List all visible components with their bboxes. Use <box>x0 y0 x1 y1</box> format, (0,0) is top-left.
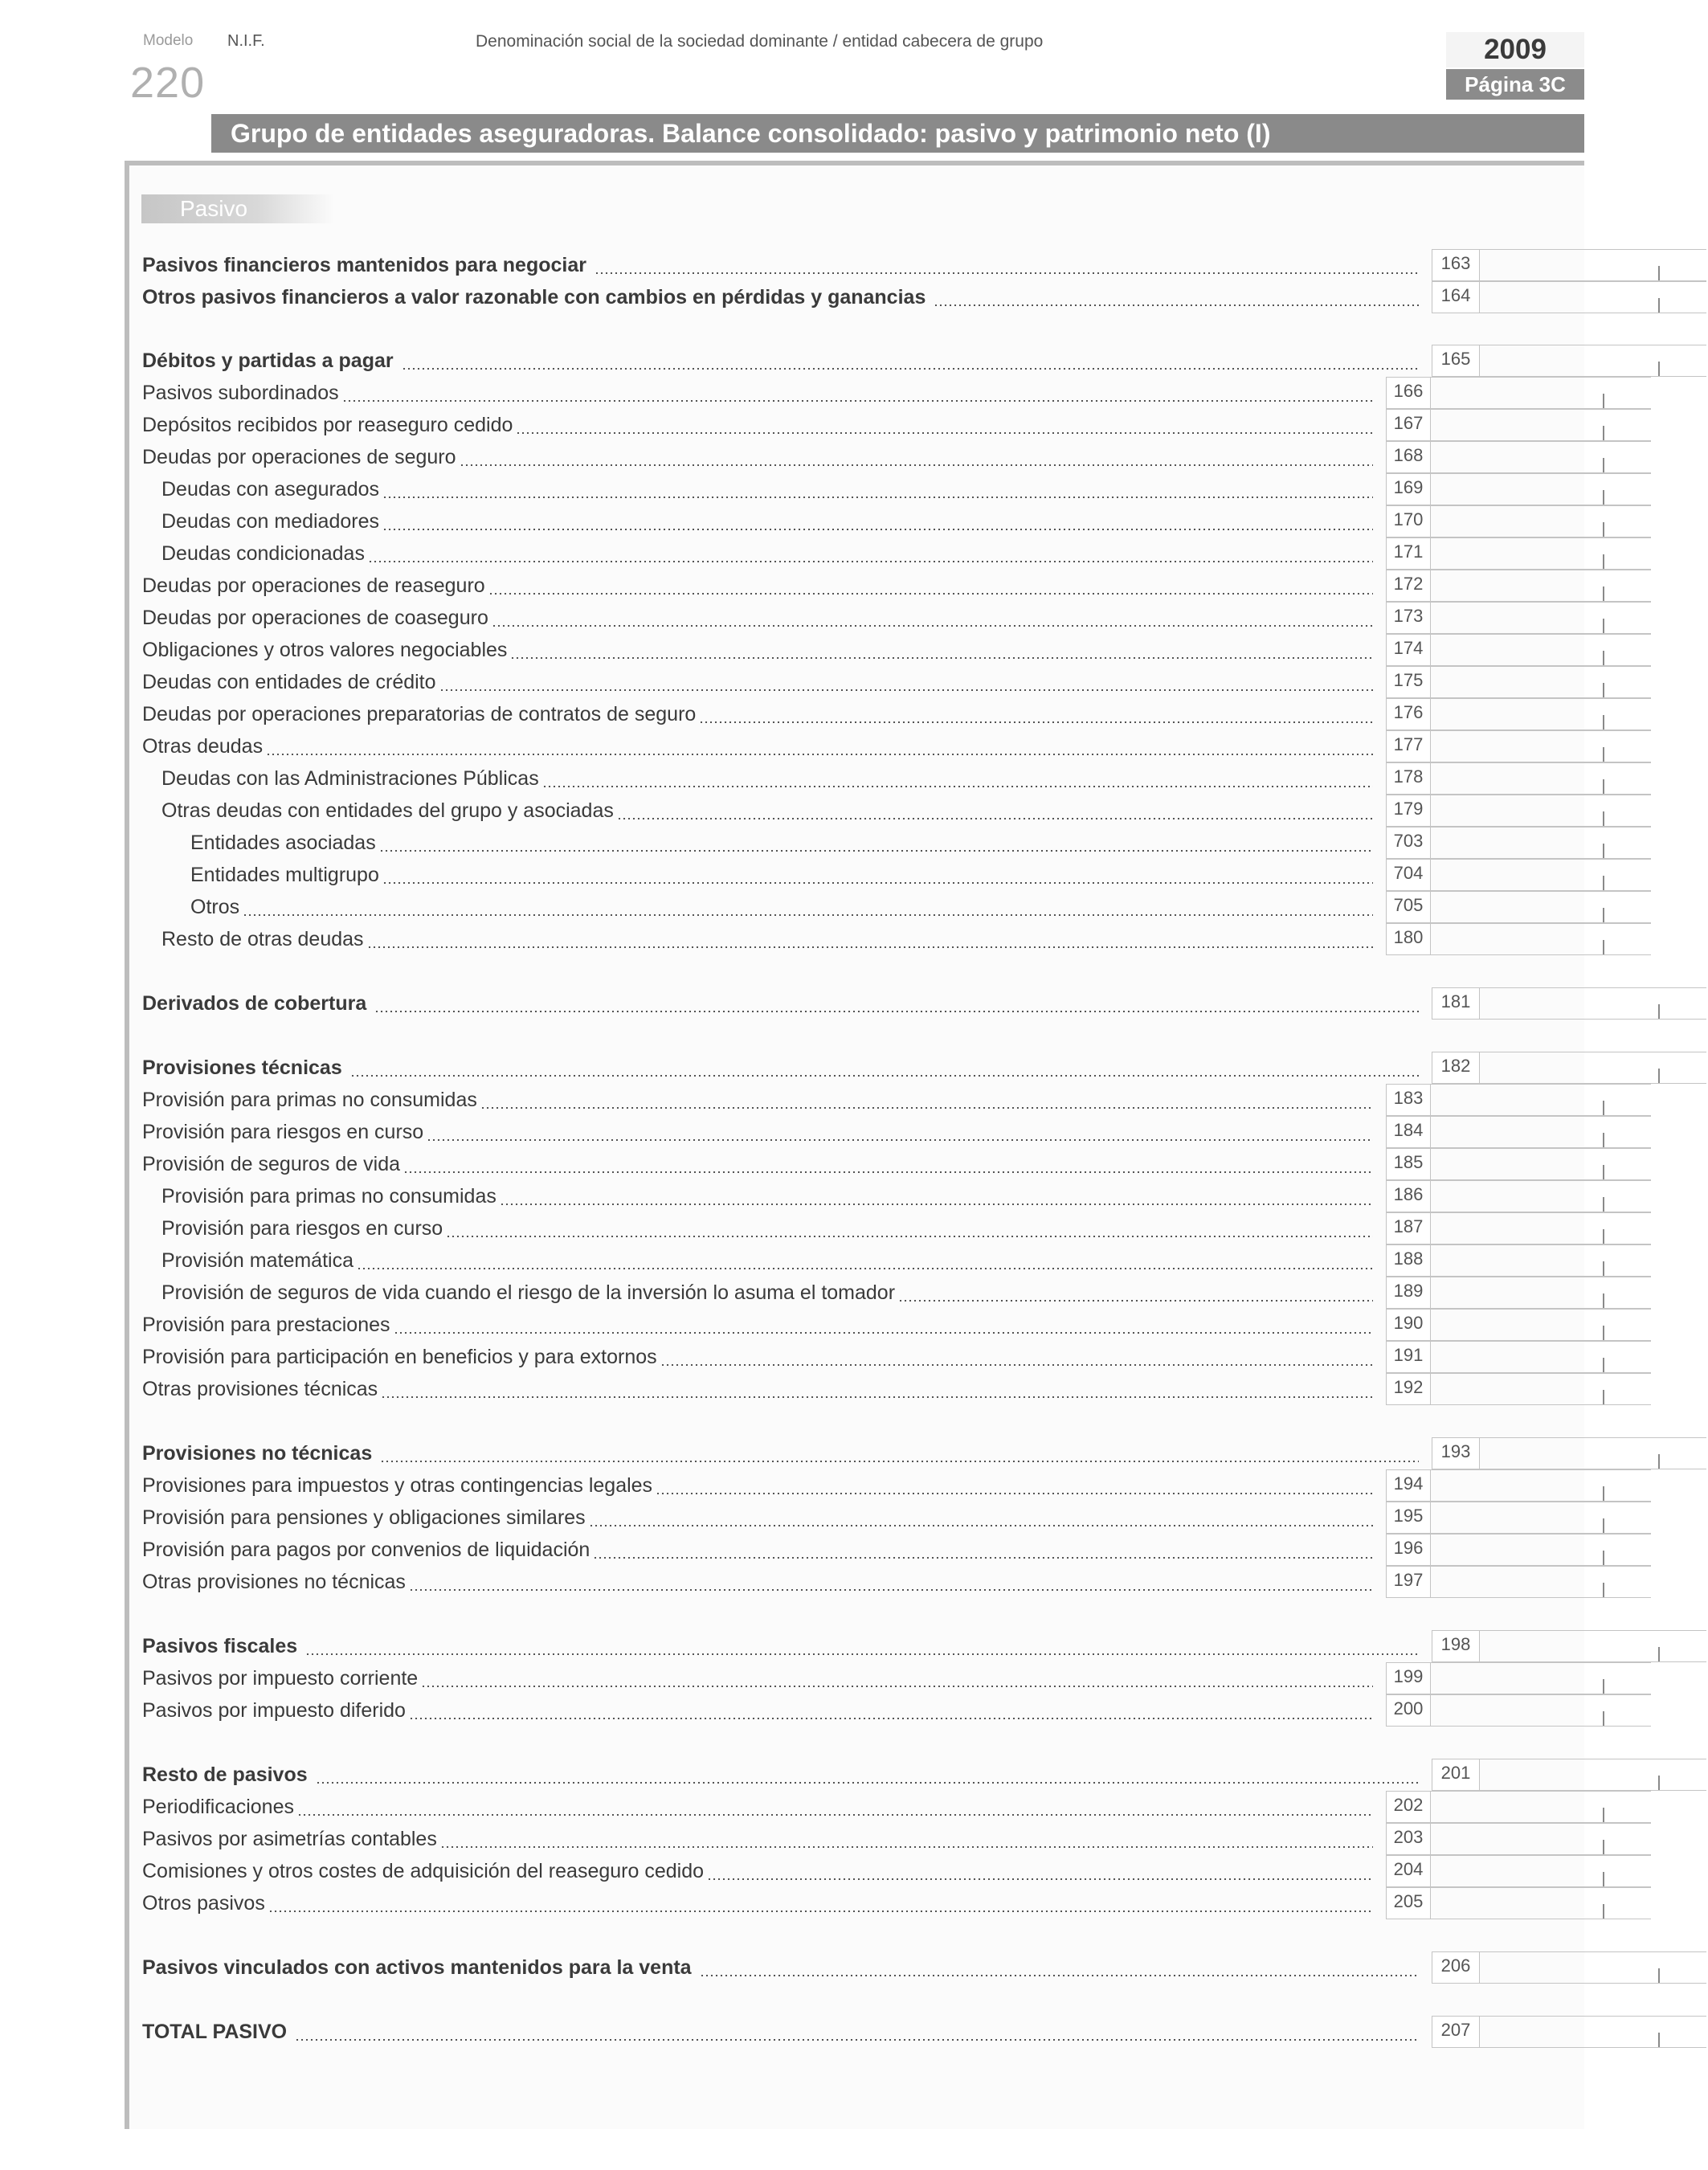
dot-leader <box>357 1268 1373 1269</box>
decimal-separator-mark <box>1603 554 1604 569</box>
box-code: 196 <box>1386 1535 1431 1565</box>
amount-field[interactable] <box>1386 666 1651 698</box>
dot-leader <box>409 1718 1373 1719</box>
decimal-separator-mark <box>1603 1904 1604 1919</box>
decimal-separator-mark <box>1603 394 1604 408</box>
box-code: 183 <box>1386 1085 1431 1115</box>
dot-leader <box>379 850 1373 852</box>
dot-leader <box>492 625 1373 627</box>
dot-leader <box>439 689 1373 691</box>
decimal-separator-mark <box>1658 1454 1660 1469</box>
box-code: 191 <box>1386 1342 1431 1372</box>
box-code: 186 <box>1386 1181 1431 1212</box>
box-code: 193 <box>1432 1438 1480 1469</box>
box-code: 180 <box>1386 924 1431 954</box>
decimal-separator-mark <box>1658 1069 1660 1083</box>
decimal-separator-mark <box>1658 298 1660 313</box>
dot-leader <box>421 1686 1373 1687</box>
row-label-text: Derivados de cobertura <box>142 992 367 1015</box>
decimal-separator-mark <box>1603 1808 1604 1822</box>
box-code: 197 <box>1386 1567 1431 1597</box>
row-label <box>142 1539 1378 1562</box>
box-code: 173 <box>1386 603 1431 633</box>
row-label-text: Depósitos recibidos por reaseguro cedido <box>142 414 513 436</box>
row-label-text: Provisión matemática <box>161 1249 353 1272</box>
section-tab-pasivo: Pasivo <box>141 194 334 223</box>
amount-field[interactable] <box>1386 1662 1651 1694</box>
decimal-separator-mark <box>1603 811 1604 826</box>
row-label <box>161 478 1378 501</box>
box-code: 189 <box>1386 1277 1431 1308</box>
decimal-separator-mark <box>1658 266 1660 280</box>
row-label-text: Pasivos fiscales <box>142 1635 298 1657</box>
row-label-text: Pasivos por impuesto corriente <box>142 1667 419 1690</box>
amount-field[interactable] <box>1386 1855 1651 1887</box>
dot-leader <box>500 1204 1373 1205</box>
row-label <box>142 992 1424 1016</box>
decimal-separator-mark <box>1603 1872 1604 1886</box>
row-label-text: Provisión para participación en beneficios y para extornos <box>142 1346 657 1368</box>
box-code: 207 <box>1432 2017 1480 2047</box>
dot-leader <box>699 721 1373 723</box>
box-code: 202 <box>1386 1792 1431 1822</box>
amount-field[interactable] <box>1386 1244 1651 1277</box>
dot-leader <box>268 1910 1373 1912</box>
row-label-text: Otras deudas con entidades del grupo y asociadas <box>161 799 614 822</box>
dot-leader <box>295 2039 1419 2041</box>
row-label-text: Provisión para pensiones y obligaciones similares <box>142 1506 586 1529</box>
row-label <box>142 639 1378 662</box>
box-code: 181 <box>1432 988 1480 1019</box>
amount-field[interactable] <box>1386 1469 1651 1502</box>
decimal-separator-mark <box>1658 1647 1660 1661</box>
box-code: 174 <box>1386 635 1431 665</box>
dot-leader <box>305 1653 1419 1655</box>
box-code: 705 <box>1386 892 1431 922</box>
row-label <box>142 1828 1378 1851</box>
amount-field[interactable] <box>1386 1116 1651 1148</box>
box-code: 179 <box>1386 795 1431 826</box>
amount-field[interactable] <box>1386 795 1651 827</box>
amount-field[interactable] <box>1386 602 1651 634</box>
dot-leader <box>297 1814 1373 1816</box>
amount-field[interactable] <box>1386 762 1651 795</box>
amount-field[interactable] <box>1432 1437 1706 1469</box>
dot-leader <box>402 368 1419 370</box>
row-label-text: Provisiones para impuestos y otras contingencias legales <box>142 1474 653 1497</box>
amount-field[interactable] <box>1386 441 1651 473</box>
row-label-text: Deudas por operaciones preparatorias de contratos de seguro <box>142 703 697 725</box>
amount-field[interactable] <box>1386 1534 1651 1566</box>
row-label <box>161 928 1378 951</box>
row-label <box>161 1281 1378 1305</box>
decimal-separator-mark <box>1603 1293 1604 1308</box>
box-code: 204 <box>1386 1856 1431 1886</box>
dot-leader <box>589 1525 1373 1526</box>
amount-field[interactable] <box>1432 345 1706 377</box>
decimal-separator-mark <box>1658 1968 1660 1983</box>
row-label <box>142 1763 1424 1787</box>
dot-leader <box>656 1493 1373 1494</box>
row-label <box>190 832 1378 855</box>
row-label <box>142 1346 1378 1369</box>
amount-field[interactable] <box>1432 1759 1706 1791</box>
box-code: 200 <box>1386 1695 1431 1726</box>
dot-leader <box>368 561 1373 562</box>
row-label-text: Pasivos financieros mantenidos para negociar <box>142 254 586 276</box>
box-code: 182 <box>1432 1052 1480 1083</box>
box-code: 172 <box>1386 570 1431 601</box>
decimal-separator-mark <box>1603 844 1604 858</box>
row-label <box>142 1089 1378 1112</box>
row-label <box>142 1442 1424 1465</box>
nif-label: N.I.F. <box>227 32 265 50</box>
dot-leader <box>381 1396 1373 1398</box>
amount-field[interactable] <box>1386 377 1651 409</box>
decimal-separator-mark <box>1603 619 1604 633</box>
row-label-text: Otras provisiones no técnicas <box>142 1571 406 1593</box>
amount-field[interactable] <box>1386 1277 1651 1309</box>
amount-field[interactable] <box>1386 827 1651 859</box>
box-code: 168 <box>1386 442 1431 472</box>
decimal-separator-mark <box>1603 1518 1604 1533</box>
dot-leader <box>660 1364 1373 1366</box>
decimal-separator-mark <box>1603 490 1604 505</box>
amount-field[interactable] <box>1386 1084 1651 1116</box>
decimal-separator-mark <box>1603 876 1604 890</box>
box-code: 177 <box>1386 731 1431 762</box>
modelo-label: Modelo <box>143 32 194 49</box>
row-label <box>142 1121 1378 1144</box>
amount-field[interactable] <box>1386 537 1651 570</box>
amount-field[interactable] <box>1432 1052 1706 1084</box>
row-label-text: Obligaciones y otros valores negociables <box>142 639 508 661</box>
dot-leader <box>516 432 1373 434</box>
box-code: 199 <box>1386 1663 1431 1694</box>
decimal-separator-mark <box>1603 1197 1604 1212</box>
row-label <box>142 1796 1378 1819</box>
page-badge: Página 3C <box>1446 69 1584 100</box>
box-code: 201 <box>1432 1759 1480 1790</box>
dot-leader <box>427 1139 1373 1141</box>
row-label-text: Provisiones técnicas <box>142 1056 342 1079</box>
box-code: 192 <box>1386 1374 1431 1404</box>
amount-field[interactable] <box>1386 1823 1651 1855</box>
decimal-separator-mark <box>1603 1840 1604 1854</box>
decimal-separator-mark <box>1603 1711 1604 1726</box>
row-label-text: Deudas por operaciones de coaseguro <box>142 607 488 629</box>
decimal-separator-mark <box>1603 1165 1604 1179</box>
row-label <box>161 1185 1378 1208</box>
decimal-separator-mark <box>1603 1229 1604 1244</box>
row-label-text: Provisión de seguros de vida cuando el riesgo de la inversión lo asuma el tomador <box>161 1281 896 1304</box>
amount-field[interactable] <box>1432 1630 1706 1662</box>
dot-leader <box>446 1236 1373 1237</box>
amount-field[interactable] <box>1386 891 1651 923</box>
amount-field[interactable] <box>1386 923 1651 955</box>
decimal-separator-mark <box>1603 458 1604 472</box>
row-label-text: Otros <box>190 896 240 918</box>
dot-leader <box>593 1557 1373 1559</box>
row-label <box>142 1892 1378 1915</box>
dot-leader <box>700 1975 1419 1976</box>
dot-leader <box>243 914 1373 916</box>
row-label <box>142 1474 1378 1498</box>
denominacion-label: Denominación social de la sociedad dominante / entidad cabecera de grupo <box>476 32 1044 51</box>
box-code: 176 <box>1386 699 1431 729</box>
row-label <box>142 1635 1424 1658</box>
box-code: 171 <box>1386 538 1431 569</box>
decimal-separator-mark <box>1603 651 1604 665</box>
box-code: 169 <box>1386 474 1431 505</box>
dot-leader <box>403 1171 1373 1173</box>
row-label <box>142 286 1424 309</box>
decimal-separator-mark <box>1603 1486 1604 1501</box>
dot-leader <box>460 464 1373 466</box>
box-code: 170 <box>1386 506 1431 537</box>
top-rule <box>125 161 1584 166</box>
box-code: 187 <box>1386 1213 1431 1244</box>
row-label <box>190 896 1378 919</box>
row-label-text: Provisión para riesgos en curso <box>142 1121 424 1143</box>
row-label-text: Otras provisiones técnicas <box>142 1378 378 1400</box>
dot-leader <box>542 786 1373 787</box>
box-code: 194 <box>1386 1470 1431 1501</box>
row-label-text: Resto de pasivos <box>142 1763 308 1786</box>
decimal-separator-mark <box>1603 1390 1604 1404</box>
decimal-separator-mark <box>1603 1583 1604 1597</box>
amount-field[interactable] <box>1432 987 1706 1020</box>
decimal-separator-mark <box>1603 940 1604 954</box>
dot-leader <box>707 1878 1373 1880</box>
row-label <box>161 510 1378 533</box>
row-label-text: Deudas con las Administraciones Públicas <box>161 767 539 790</box>
decimal-separator-mark <box>1603 683 1604 697</box>
row-label <box>142 2021 1424 2044</box>
row-label-text: Deudas con mediadores <box>161 510 379 533</box>
row-label-text: Deudas con entidades de crédito <box>142 671 436 693</box>
amount-field[interactable] <box>1432 281 1706 313</box>
row-label <box>142 735 1378 758</box>
box-code: 206 <box>1432 1952 1480 1983</box>
row-label-text: Deudas por operaciones de seguro <box>142 446 456 468</box>
dot-leader <box>382 882 1373 884</box>
row-label-text: Resto de otras deudas <box>161 928 364 950</box>
dot-leader <box>350 1075 1419 1077</box>
row-label <box>142 671 1378 694</box>
row-label-text: Provisión para primas no consumidas <box>142 1089 477 1111</box>
amount-field[interactable] <box>1386 730 1651 762</box>
row-label <box>142 1571 1378 1594</box>
amount-field[interactable] <box>1386 634 1651 666</box>
row-label <box>161 1217 1378 1240</box>
box-code: 165 <box>1432 345 1480 376</box>
amount-field[interactable] <box>1386 1791 1651 1823</box>
modelo-number: 220 <box>130 59 206 107</box>
dot-leader <box>382 497 1373 498</box>
decimal-separator-mark <box>1603 715 1604 729</box>
row-label-text: Entidades multigrupo <box>190 864 379 886</box>
row-label <box>161 542 1378 566</box>
decimal-separator-mark <box>1603 747 1604 762</box>
row-label <box>142 574 1378 598</box>
row-label <box>161 799 1378 823</box>
amount-field[interactable] <box>1386 570 1651 602</box>
row-label <box>142 1506 1378 1530</box>
decimal-separator-mark <box>1658 362 1660 376</box>
row-label <box>142 1056 1424 1080</box>
box-code: 163 <box>1432 250 1480 280</box>
row-label-text: Provisión para primas no consumidas <box>161 1185 496 1208</box>
row-label <box>142 1153 1378 1176</box>
dot-leader <box>382 529 1373 530</box>
decimal-separator-mark <box>1603 1133 1604 1147</box>
amount-field[interactable] <box>1432 1951 1706 1984</box>
decimal-separator-mark <box>1603 426 1604 440</box>
dot-leader <box>316 1782 1419 1784</box>
row-label <box>142 446 1378 469</box>
row-label-text: Deudas condicionadas <box>161 542 365 565</box>
amount-field[interactable] <box>1386 1148 1651 1180</box>
row-label <box>142 1314 1378 1337</box>
row-label <box>142 1956 1424 1980</box>
row-label <box>142 382 1378 405</box>
dot-leader <box>440 1846 1373 1848</box>
row-label-text: Entidades asociadas <box>190 832 376 854</box>
box-code: 164 <box>1432 282 1480 313</box>
box-code: 167 <box>1386 410 1431 440</box>
amount-field[interactable] <box>1386 698 1651 730</box>
row-label-text: Pasivos por asimetrías contables <box>142 1828 437 1850</box>
row-label <box>190 864 1378 887</box>
left-rule <box>125 161 129 2129</box>
dot-leader <box>342 400 1373 402</box>
amount-field[interactable] <box>1386 1566 1651 1598</box>
amount-field[interactable] <box>1386 409 1651 441</box>
box-code: 198 <box>1432 1631 1480 1661</box>
amount-field[interactable] <box>1386 1341 1651 1373</box>
decimal-separator-mark <box>1603 1101 1604 1115</box>
box-code: 184 <box>1386 1117 1431 1147</box>
row-label-text: Otras deudas <box>142 735 264 758</box>
row-label-text: Pasivos por impuesto diferido <box>142 1699 406 1722</box>
amount-field[interactable] <box>1432 2016 1706 2048</box>
decimal-separator-mark <box>1658 1004 1660 1019</box>
dot-leader <box>934 304 1419 306</box>
form-title: Grupo de entidades aseguradoras. Balance consolidado: pasivo y patrimonio neto (I) <box>211 114 1584 153</box>
row-label-text: Provisión para prestaciones <box>142 1314 390 1336</box>
decimal-separator-mark <box>1603 1358 1604 1372</box>
amount-field[interactable] <box>1432 249 1706 281</box>
row-label-text: Pasivos subordinados <box>142 382 339 404</box>
box-code: 203 <box>1386 1824 1431 1854</box>
amount-field[interactable] <box>1386 1180 1651 1212</box>
row-label-text: TOTAL PASIVO <box>142 2021 288 2043</box>
box-code: 175 <box>1386 667 1431 697</box>
dot-leader <box>617 818 1373 819</box>
box-code: 190 <box>1386 1310 1431 1340</box>
row-label-text: Otros pasivos <box>142 1892 265 1915</box>
row-label <box>142 1860 1378 1883</box>
row-label-text: Periodificaciones <box>142 1796 294 1818</box>
row-label-text: Pasivos vinculados con activos mantenidos para la venta <box>142 1956 692 1979</box>
row-label-text: Deudas por operaciones de reaseguro <box>142 574 485 597</box>
amount-field[interactable] <box>1386 1887 1651 1919</box>
decimal-separator-mark <box>1603 908 1604 922</box>
decimal-separator-mark <box>1603 522 1604 537</box>
box-code: 178 <box>1386 763 1431 794</box>
amount-field[interactable] <box>1386 1309 1651 1341</box>
row-label <box>161 767 1378 791</box>
decimal-separator-mark <box>1603 779 1604 794</box>
year-label: 2009 <box>1484 34 1547 65</box>
row-label-text: Provisión para pagos por convenios de liquidación <box>142 1539 590 1561</box>
box-code: 166 <box>1386 378 1431 408</box>
row-label <box>142 349 1424 373</box>
dot-leader <box>394 1332 1374 1334</box>
row-label <box>142 1667 1378 1690</box>
amount-field[interactable] <box>1386 859 1651 891</box>
box-code: 205 <box>1386 1888 1431 1919</box>
row-label <box>142 254 1424 277</box>
box-code: 185 <box>1386 1149 1431 1179</box>
row-label-text: Provisiones no técnicas <box>142 1442 373 1465</box>
dot-leader <box>898 1300 1373 1302</box>
row-label <box>142 607 1378 630</box>
dot-leader <box>510 657 1373 659</box>
amount-field[interactable] <box>1386 1694 1651 1727</box>
box-code: 195 <box>1386 1502 1431 1533</box>
decimal-separator-mark <box>1658 1776 1660 1790</box>
dot-leader <box>488 593 1373 595</box>
box-code: 703 <box>1386 828 1431 858</box>
row-label-text: Provisión para riesgos en curso <box>161 1217 443 1240</box>
row-label <box>142 414 1378 437</box>
decimal-separator-mark <box>1603 1679 1604 1694</box>
dot-leader <box>374 1011 1419 1012</box>
dot-leader <box>266 754 1373 755</box>
row-label-text: Comisiones y otros costes de adquisición del reaseguro cedido <box>142 1860 704 1882</box>
decimal-separator-mark <box>1603 586 1604 601</box>
box-code: 704 <box>1386 860 1431 890</box>
row-label-text: Deudas con asegurados <box>161 478 380 501</box>
row-label-text: Otros pasivos financieros a valor razonable con cambios en pérdidas y ganancias <box>142 286 926 309</box>
decimal-separator-mark <box>1658 2033 1660 2047</box>
amount-field[interactable] <box>1386 1373 1651 1405</box>
dot-leader <box>367 946 1373 948</box>
row-label <box>142 1699 1378 1723</box>
row-label-text: Provisión de seguros de vida <box>142 1153 401 1175</box>
amount-field[interactable] <box>1386 1502 1651 1534</box>
row-label-text: Débitos y partidas a pagar <box>142 349 394 372</box>
decimal-separator-mark <box>1603 1551 1604 1565</box>
dot-leader <box>595 272 1419 274</box>
row-label <box>142 703 1378 726</box>
amount-field[interactable] <box>1386 473 1651 505</box>
amount-field[interactable] <box>1386 505 1651 537</box>
decimal-separator-mark <box>1603 1261 1604 1276</box>
dot-leader <box>480 1107 1373 1109</box>
decimal-separator-mark <box>1603 1326 1604 1340</box>
dot-leader <box>380 1461 1419 1462</box>
row-label <box>142 1378 1378 1401</box>
amount-field[interactable] <box>1386 1212 1651 1244</box>
row-label <box>161 1249 1378 1273</box>
box-code: 188 <box>1386 1245 1431 1276</box>
dot-leader <box>409 1589 1373 1591</box>
